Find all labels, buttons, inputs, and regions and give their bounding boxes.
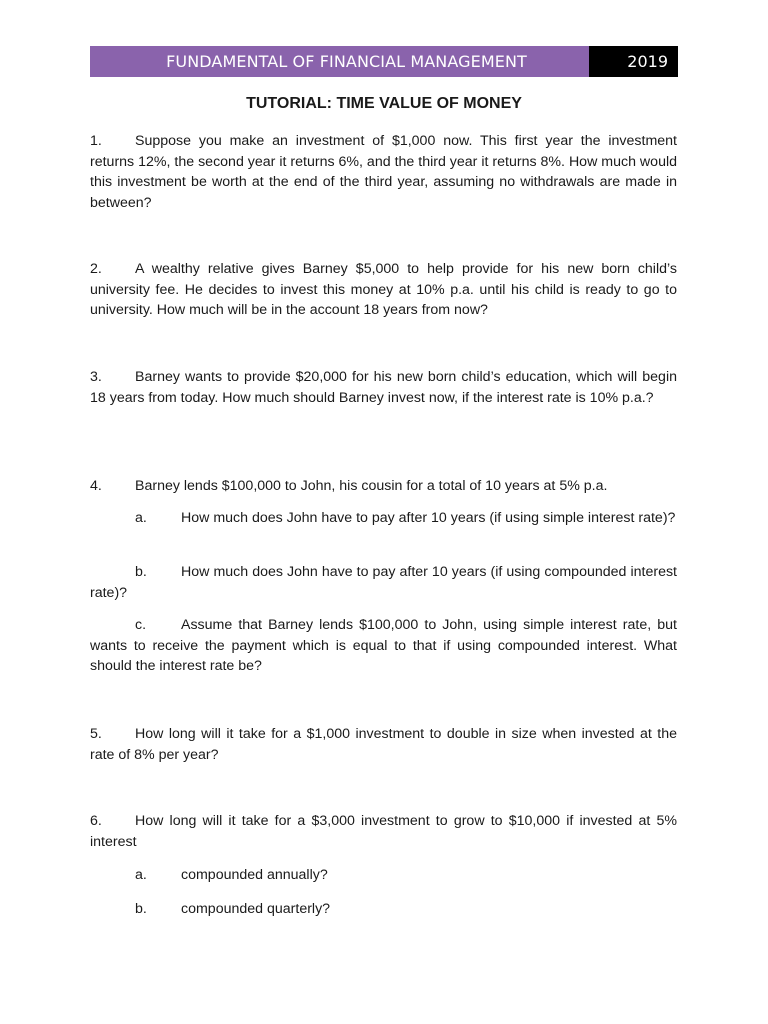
question-6 [90, 811, 677, 852]
question-5 [90, 724, 677, 765]
sub-question-letter: b. [135, 901, 147, 917]
question-4b [90, 562, 677, 603]
question-6a [135, 865, 328, 886]
question-4c [90, 615, 677, 677]
sub-question-text: compounded annually? [181, 867, 328, 883]
question-text: How long will it take for a $3,000 investment to grow to $10,000 if invested at 5% interest [90, 813, 677, 850]
question-text: A wealthy relative gives Barney $5,000 to help provide for his new born child’s university fee. He decides to invest this money at 10% p.a. until his child is ready to go to university. How much will be in the account 18 years from now? [90, 261, 677, 319]
sub-question-text: compounded quarterly? [181, 901, 331, 917]
course-title: FUNDAMENTAL OF FINANCIAL MANAGEMENT [90, 46, 589, 77]
question-number: 3. [90, 369, 102, 385]
question-text: Suppose you make an investment of $1,000 now. This first year the investment returns 12%, the second year it returns 6%, and the third year it returns 8%. How much would this investment be worth at the end of the third year, assuming no withdrawals are made in between? [90, 133, 677, 212]
question-number: 1. [90, 133, 102, 149]
sub-question-text: Assume that Barney lends $100,000 to John, using simple interest rate, but wants to receive the payment which is equal to that if using compounded interest. What should the interest rate be? [90, 617, 677, 675]
question-text: Barney lends $100,000 to John, his cousin for a total of 10 years at 5% p.a. [135, 478, 608, 494]
sub-question-letter: b. [135, 564, 147, 580]
question-2 [90, 259, 677, 321]
sub-question-text: How much does John have to pay after 10 years (if using simple interest rate)? [181, 510, 676, 526]
sub-question-letter: a. [135, 867, 147, 883]
question-4 [90, 476, 677, 497]
year-badge: 2019 [589, 46, 678, 77]
question-number: 2. [90, 261, 102, 277]
sub-question-letter: a. [135, 510, 147, 526]
sub-question-text: How much does John have to pay after 10 years (if using compounded interest rate)? [90, 564, 677, 601]
question-4a [90, 508, 677, 529]
question-number: 4. [90, 478, 102, 494]
question-6b [135, 899, 330, 920]
header-banner [90, 46, 678, 77]
question-1 [90, 131, 677, 214]
question-text: How long will it take for a $1,000 investment to double in size when invested at the rate of 8% per year? [90, 726, 677, 763]
question-text: Barney wants to provide $20,000 for his new born child’s education, which will begin 18 years from today. How much should Barney invest now, if the interest rate is 10% p.a.? [90, 369, 677, 406]
sub-question-letter: c. [135, 617, 147, 633]
question-number: 6. [90, 813, 102, 829]
tutorial-title: TUTORIAL: TIME VALUE OF MONEY [246, 95, 522, 112]
question-number: 5. [90, 726, 102, 742]
question-3 [90, 367, 677, 408]
